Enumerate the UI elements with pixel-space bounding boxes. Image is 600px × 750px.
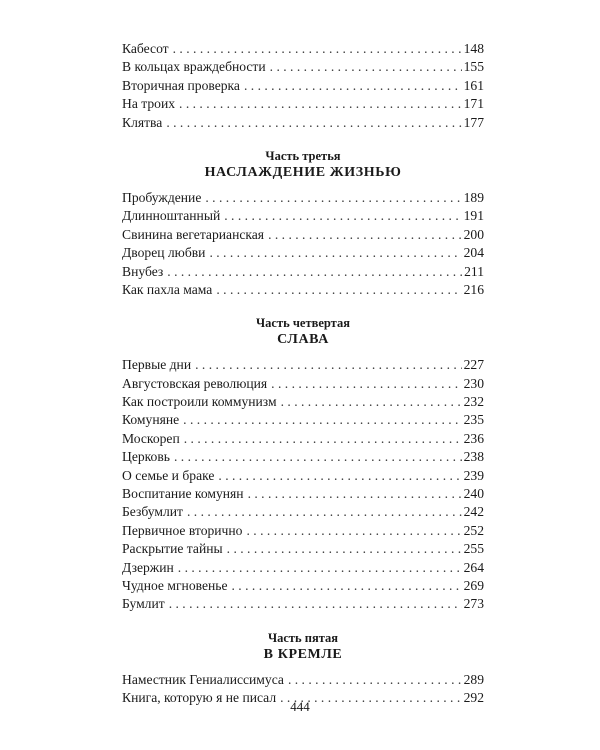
entry-page-number: 216 — [463, 281, 484, 297]
toc-entry[interactable] — [122, 58, 484, 76]
entry-title: Москореп — [122, 430, 180, 446]
entry-page-number: 148 — [463, 41, 484, 56]
entry-page-number: 252 — [463, 522, 484, 538]
dot-leader — [244, 77, 462, 95]
dot-leader — [169, 595, 462, 613]
part-label: Часть четвертая — [256, 316, 350, 331]
toc-entry[interactable] — [122, 356, 484, 374]
entry-title: Свинина вегетарианская — [122, 226, 265, 242]
entry-title: Клятва — [122, 114, 163, 130]
entry-page-number: 191 — [463, 208, 484, 224]
toc-entry[interactable] — [122, 595, 484, 613]
entry-title: Воспитание комунян — [122, 486, 244, 502]
entry-title: Первичное вторично — [122, 522, 243, 538]
dot-leader — [184, 430, 462, 448]
entry-page-number: 239 — [463, 467, 484, 483]
dot-leader — [216, 281, 461, 299]
entry-page-number: 273 — [463, 596, 484, 612]
toc-entry[interactable] — [122, 40, 484, 58]
entry-title: Чудное мгновенье — [122, 577, 228, 593]
entry-page-number: 255 — [463, 541, 484, 557]
entry-page-number: 200 — [463, 226, 484, 242]
toc-section — [122, 40, 484, 132]
toc-entry[interactable] — [122, 467, 484, 485]
dot-leader — [174, 448, 462, 466]
entry-title: Безбумлит — [122, 504, 183, 520]
toc-entry[interactable] — [122, 448, 484, 466]
dot-leader — [179, 95, 462, 113]
part-title: НАСЛАЖДЕНИЕ ЖИЗНЬЮ — [204, 164, 402, 180]
entry-title: В кольцах враждебности — [122, 59, 266, 75]
entry-title: На троих — [122, 96, 176, 112]
dot-leader — [205, 189, 461, 207]
dot-leader — [187, 503, 462, 521]
part-heading — [122, 148, 484, 182]
dot-leader — [209, 244, 461, 262]
dot-leader — [167, 263, 462, 281]
part-label: Часть пятая — [267, 630, 339, 645]
dot-leader — [288, 671, 462, 689]
toc-entry[interactable] — [122, 375, 484, 393]
entry-title: Раскрытие тайны — [122, 541, 223, 557]
dot-leader — [224, 207, 461, 225]
entry-page-number: 177 — [463, 114, 484, 130]
part-title: СЛАВА — [277, 332, 329, 348]
toc-entry[interactable] — [122, 226, 484, 244]
page-number: 444 — [290, 699, 310, 714]
entry-page-number: 236 — [463, 430, 484, 446]
entry-page-number: 242 — [463, 504, 484, 520]
toc-entry[interactable] — [122, 77, 484, 95]
entry-title: Церковь — [122, 449, 170, 465]
toc-section — [122, 315, 484, 613]
entry-title: Как построили коммунизм — [122, 394, 277, 410]
dot-leader — [166, 114, 461, 132]
dot-leader — [232, 577, 462, 595]
entry-page-number: 269 — [463, 577, 484, 593]
toc-entry[interactable] — [122, 207, 484, 225]
dot-leader — [271, 375, 461, 393]
toc-entry[interactable] — [122, 522, 484, 540]
entry-title: Комуняне — [122, 412, 180, 428]
entry-title: Августовская революция — [122, 375, 268, 391]
toc-entry[interactable] — [122, 577, 484, 595]
dot-leader — [195, 356, 462, 374]
entry-page-number: 161 — [463, 77, 484, 93]
toc-entry[interactable] — [122, 393, 484, 411]
toc-entry[interactable] — [122, 485, 484, 503]
entry-title: Дзержин — [122, 559, 174, 575]
dot-leader — [218, 467, 461, 485]
dot-leader — [268, 226, 462, 244]
entry-title: Вторичная проверка — [122, 77, 240, 93]
entry-title: Первые дни — [122, 357, 192, 373]
dot-leader — [248, 485, 462, 503]
entry-title: Длинноштанный — [122, 208, 221, 224]
entry-page-number: 240 — [463, 486, 484, 502]
toc-entry[interactable] — [122, 95, 484, 113]
toc-entry[interactable] — [122, 189, 484, 207]
entry-page-number: 189 — [463, 189, 484, 205]
entry-page-number: 155 — [463, 59, 484, 75]
toc-entry[interactable] — [122, 281, 484, 299]
part-title: В КРЕМЛЕ — [263, 646, 343, 662]
entry-title: О семье и браке — [122, 467, 215, 483]
toc-entry[interactable] — [122, 671, 484, 689]
entry-page-number: 204 — [463, 245, 484, 261]
table-of-contents — [122, 40, 484, 708]
entry-page-number: 292 — [463, 690, 484, 706]
toc-entry[interactable] — [122, 540, 484, 558]
entry-page-number: 211 — [464, 263, 484, 279]
toc-entry[interactable] — [122, 263, 484, 281]
toc-entry[interactable] — [122, 503, 484, 521]
entry-title: Как пахла мама — [122, 281, 213, 297]
dot-leader — [246, 522, 461, 540]
dot-leader — [227, 540, 462, 558]
dot-leader — [178, 559, 462, 577]
entry-page-number: 232 — [463, 394, 484, 410]
entry-page-number: 230 — [463, 375, 484, 391]
entry-page-number: 238 — [463, 449, 484, 465]
toc-entry[interactable] — [122, 411, 484, 429]
entry-page-number: 171 — [463, 96, 484, 112]
entry-title: Наместник Гениалиссимуса — [122, 671, 284, 687]
entry-page-number: 227 — [463, 357, 484, 373]
part-heading — [122, 315, 484, 349]
entry-page-number: 235 — [463, 412, 484, 428]
dot-leader — [281, 393, 462, 411]
part-label: Часть третья — [265, 148, 341, 163]
entry-title: Бумлит — [122, 596, 165, 612]
dot-leader — [270, 58, 462, 76]
toc-entry[interactable] — [122, 559, 484, 577]
entry-page-number: 264 — [463, 559, 484, 575]
toc-section — [122, 148, 484, 299]
toc-entry[interactable] — [122, 114, 484, 132]
entry-title: Дворец любви — [122, 245, 206, 261]
dot-leader — [173, 40, 462, 58]
entry-page-number: 289 — [463, 671, 484, 687]
toc-section — [122, 630, 484, 708]
toc-entry[interactable] — [122, 430, 484, 448]
entry-title: Книга, которую я не писал — [122, 690, 277, 706]
entry-title: Кабесот — [122, 41, 169, 56]
entry-title: Внубез — [122, 263, 164, 279]
part-heading — [122, 630, 484, 664]
toc-entry[interactable] — [122, 244, 484, 262]
entry-title: Пробуждение — [122, 189, 202, 205]
dot-leader — [183, 411, 461, 429]
